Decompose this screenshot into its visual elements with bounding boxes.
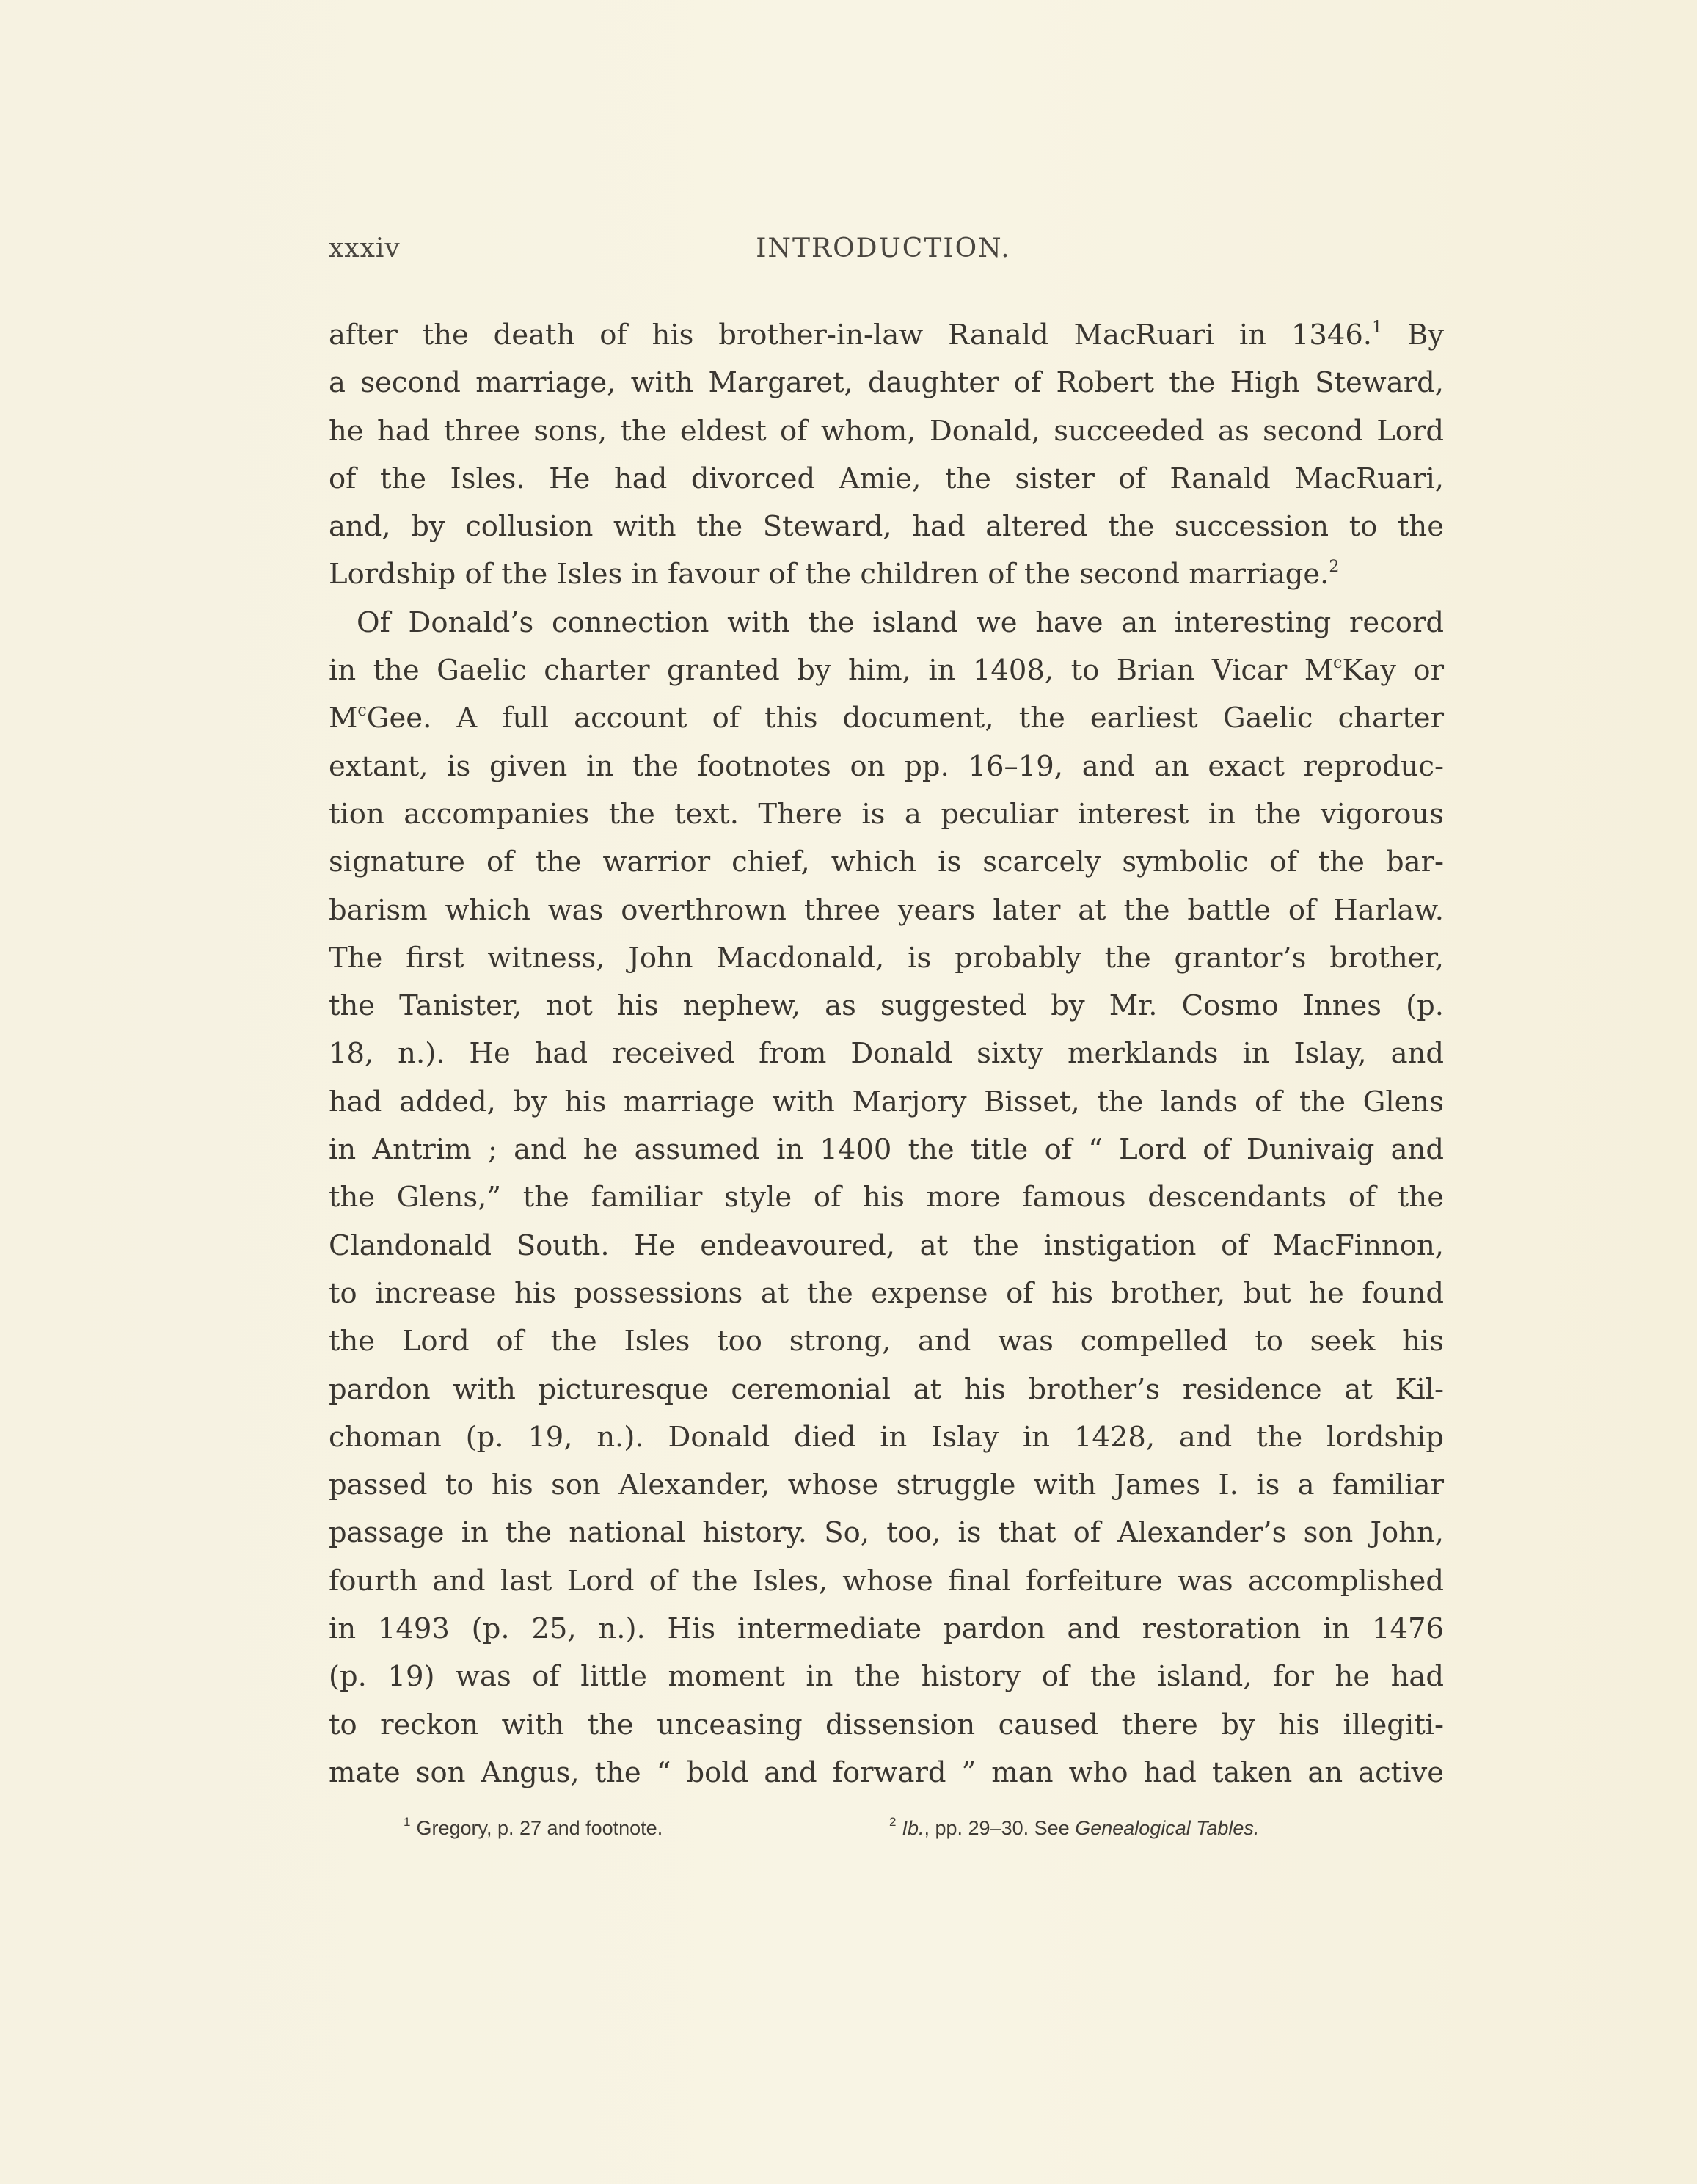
text-line: after the death of his brother-in-law Ranald MacRuari in 1346.$^1$ By [329, 318, 1444, 352]
text-line: he had three sons, the eldest of whom, Donald, succeeded as second Lord [329, 414, 1444, 448]
body-text [329, 311, 1444, 1797]
text-line: passed to his son Alexander, whose struggle with James I. is a familiar [329, 1468, 1444, 1502]
text-line: extant, is given in the footnotes on pp. 16–19, and an exact reproduc- [329, 749, 1444, 783]
text-line: 18, n.). He had received from Donald sixty merklands in Islay, and [329, 1037, 1444, 1071]
text-line: Clandonald South. He endeavoured, at the instigation of MacFinnon, [329, 1228, 1444, 1262]
text-line: fourth and last Lord of the Isles, whose final forfeiture was accomplished [329, 1564, 1444, 1598]
text-line: mate son Angus, the “ bold and forward ” man who had taken an active [329, 1755, 1444, 1789]
page-folio: xxxiv [329, 233, 401, 263]
text-line: in Antrim ; and he assumed in 1400 the title of “ Lord of Dunivaig and [329, 1133, 1444, 1167]
text-line: passage in the national history. So, too, is that of Alexander’s son John, [329, 1516, 1444, 1550]
text-line: to increase his possessions at the expense of his brother, but he found [329, 1276, 1444, 1310]
text-line: in 1493 (p. 25, n.). His intermediate pardon and restoration in 1476 [329, 1612, 1444, 1646]
text-line: pardon with picturesque ceremonial at his brother’s residence at Kil- [329, 1372, 1444, 1406]
text-line: the Lord of the Isles too strong, and was compelled to seek his [329, 1325, 1444, 1358]
text-line: (p. 19) was of little moment in the history of the island, for he had [329, 1660, 1444, 1694]
footnote-marker: 2 [1329, 558, 1340, 577]
text-line: in the Gaelic charter granted by him, in 1408, to Brian Vicar $M^cKay$ or [329, 654, 1444, 688]
text-line: of the Isles. He had divorced Amie, the sister of Ranald MacRuari, [329, 462, 1444, 495]
text-line: choman (p. 19, n.). Donald died in Islay in 1428, and the lordship [329, 1420, 1444, 1454]
text-line: signature of the warrior chief, which is scarcely symbolic of the bar- [329, 845, 1444, 879]
running-head [329, 233, 1438, 270]
text-line: a second marriage, with Margaret, daughter of Robert the High Steward, [329, 366, 1444, 400]
footnotes [329, 1817, 1444, 1846]
text-line: $M^cGee$. A full account of this document, the earliest Gaelic charter [329, 702, 1444, 735]
footnote-2: $^2$ Ib., pp. 29–30. See Genealogical Tables. [889, 1815, 1260, 1839]
page-title: INTRODUCTION. [756, 233, 1011, 263]
footnote-1: $^1$ Gregory, p. 27 and footnote. [404, 1815, 663, 1839]
text-line: The first witness, John Macdonald, is probably the grantor’s brother, [329, 941, 1444, 975]
text-line: Lordship of the Isles in favour of the children of the second marriage.$^2$ [329, 558, 1340, 592]
text-line: and, by collusion with the Steward, had altered the succession to the [329, 510, 1444, 544]
text-line: barism which was overthrown three years later at the battle of Harlaw. [329, 893, 1444, 927]
text-line: Of Donald’s connection with the island we have an interesting record [357, 605, 1444, 639]
text-line: the Glens,” the familiar style of his more famous descendants of the [329, 1181, 1444, 1215]
text-line: had added, by his marriage with Marjory Bisset, the lands of the Glens [329, 1085, 1444, 1118]
text-line: the Tanister, not his nephew, as suggested by Mr. Cosmo Innes (p. [329, 989, 1444, 1023]
footnote-marker: 1 [1372, 318, 1383, 337]
text-line: to reckon with the unceasing dissension caused there by his illegiti- [329, 1708, 1444, 1741]
text-line: tion accompanies the text. There is a peculiar interest in the vigorous [329, 797, 1444, 831]
